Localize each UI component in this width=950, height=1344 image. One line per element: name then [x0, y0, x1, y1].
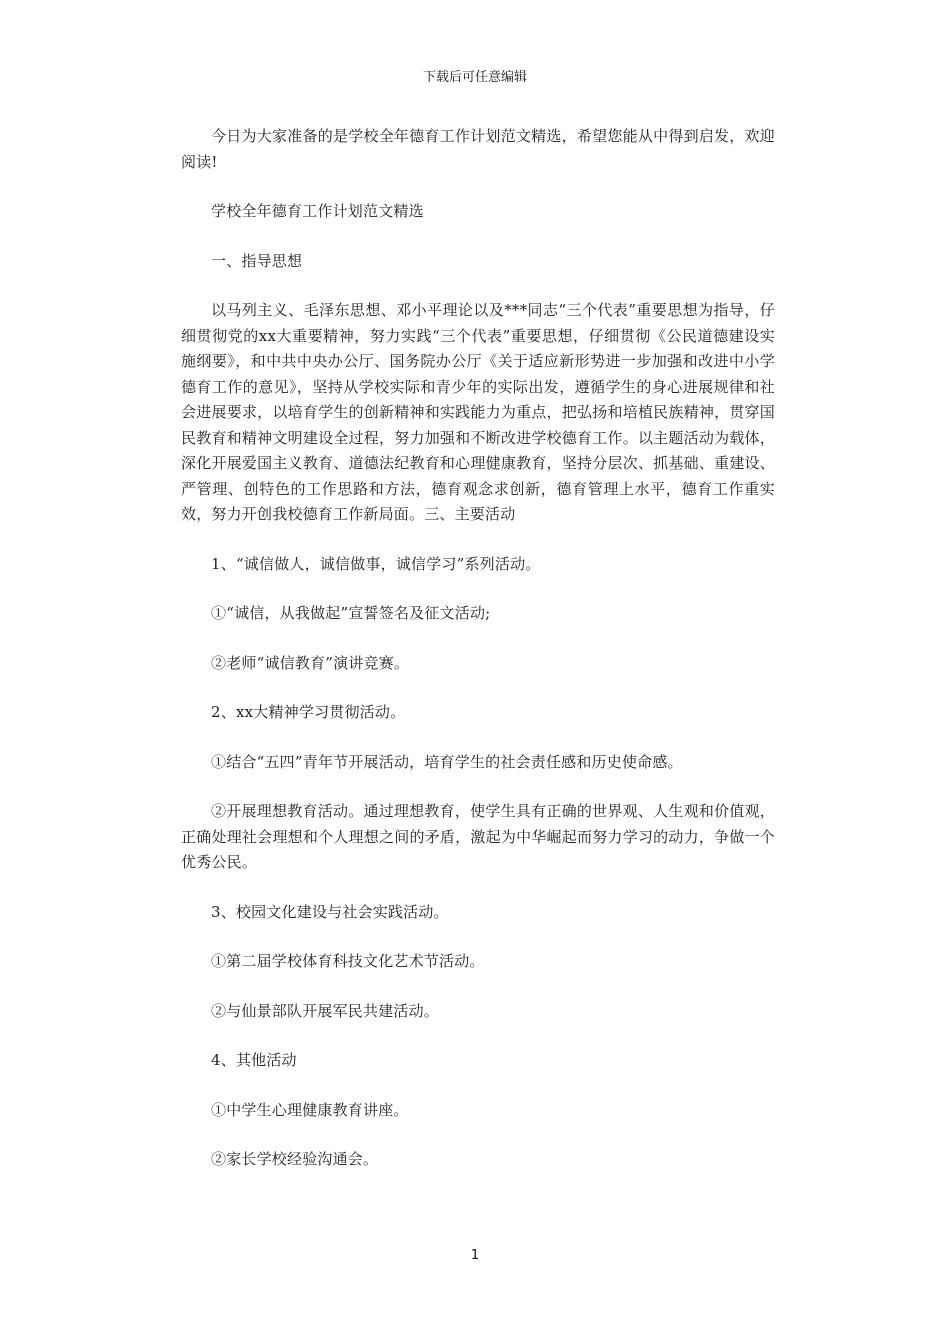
activity-3-heading: 3、校园文化建设与社会实践活动。 [211, 902, 449, 921]
page-header: 下载后可任意编辑 [422, 70, 527, 85]
activity-2-item-2: ②开展理想教育活动。通过理想教育，使学生具有正确的世界观、人生观和价值观，正确处理社会理想和个人理想之间的矛盾，激起为中华崛起而努力学习的动力，争做一个优秀公民。 [181, 802, 775, 871]
activity-1-item-2: ②老师“诚信教育”演讲竞赛。 [211, 653, 410, 672]
activity-2-heading: 2、xx大精神学习贯彻活动。 [211, 703, 406, 721]
document-body [181, 124, 775, 1197]
activity-3-item-1: ①第二届学校体育科技文化艺术节活动。 [211, 952, 485, 970]
activity-1-item-1: ①“诚信，从我做起”宣誓签名及征文活动; [211, 604, 491, 622]
activity-3-item-2: ②与仙景部队开展军民共建活动。 [211, 1001, 440, 1020]
guiding-thought-paragraph: 以马列主义、毛泽东思想、邓小平理论以及***同志“三个代表”重要思想为指导，仔细贯彻党的xx大重要精神，努力实践“三个代表”重要思想，仔细贯彻《公民道德建设实施纲要》，和中共中央办公厅、国务院办公厅《关于适应新形势进一步加强和改进中小学德育工作的意见》，坚持从学校实际和青少年的实际出发，遵循学生的身心进展规律和社会进展要求，以培育学生的创新精神和实践能力为重点，把弘扬和培植民族精神，贯穿国民教育和精神文明建设全过程，努力加强和不断改进学校德育工作。以主题活动为载体，深化开展爱国主义教育、道德法纪教育和心理健康教育，坚持分层次、抓基础、重建设、严管理、创特色的工作思路和方法，德育观念求创新，德育管理上水平，德育工作重实效，努力开创我校德育工作新局面。三、主要活动 [181, 301, 775, 523]
activity-2-item-1: ①结合“五四”青年节开展活动，培育学生的社会责任感和历史使命感。 [211, 752, 683, 771]
activity-4-item-1: ①中学生心理健康教育讲座。 [211, 1100, 409, 1119]
activity-4-heading: 4、其他活动 [211, 1051, 297, 1069]
activity-4-item-2: ②家长学校经验沟通会。 [211, 1150, 379, 1168]
intro-paragraph: 今日为大家准备的是学校全年德育工作计划范文精选，希望您能从中得到启发，欢迎阅读! [181, 127, 775, 171]
page-number: 1 [470, 1248, 480, 1263]
document-title: 学校全年德育工作计划范文精选 [211, 202, 424, 220]
section-heading-guiding-thought: 一、指导思想 [211, 251, 303, 270]
activity-1-heading: 1、“诚信做人，诚信做事，诚信学习”系列活动。 [211, 554, 541, 573]
